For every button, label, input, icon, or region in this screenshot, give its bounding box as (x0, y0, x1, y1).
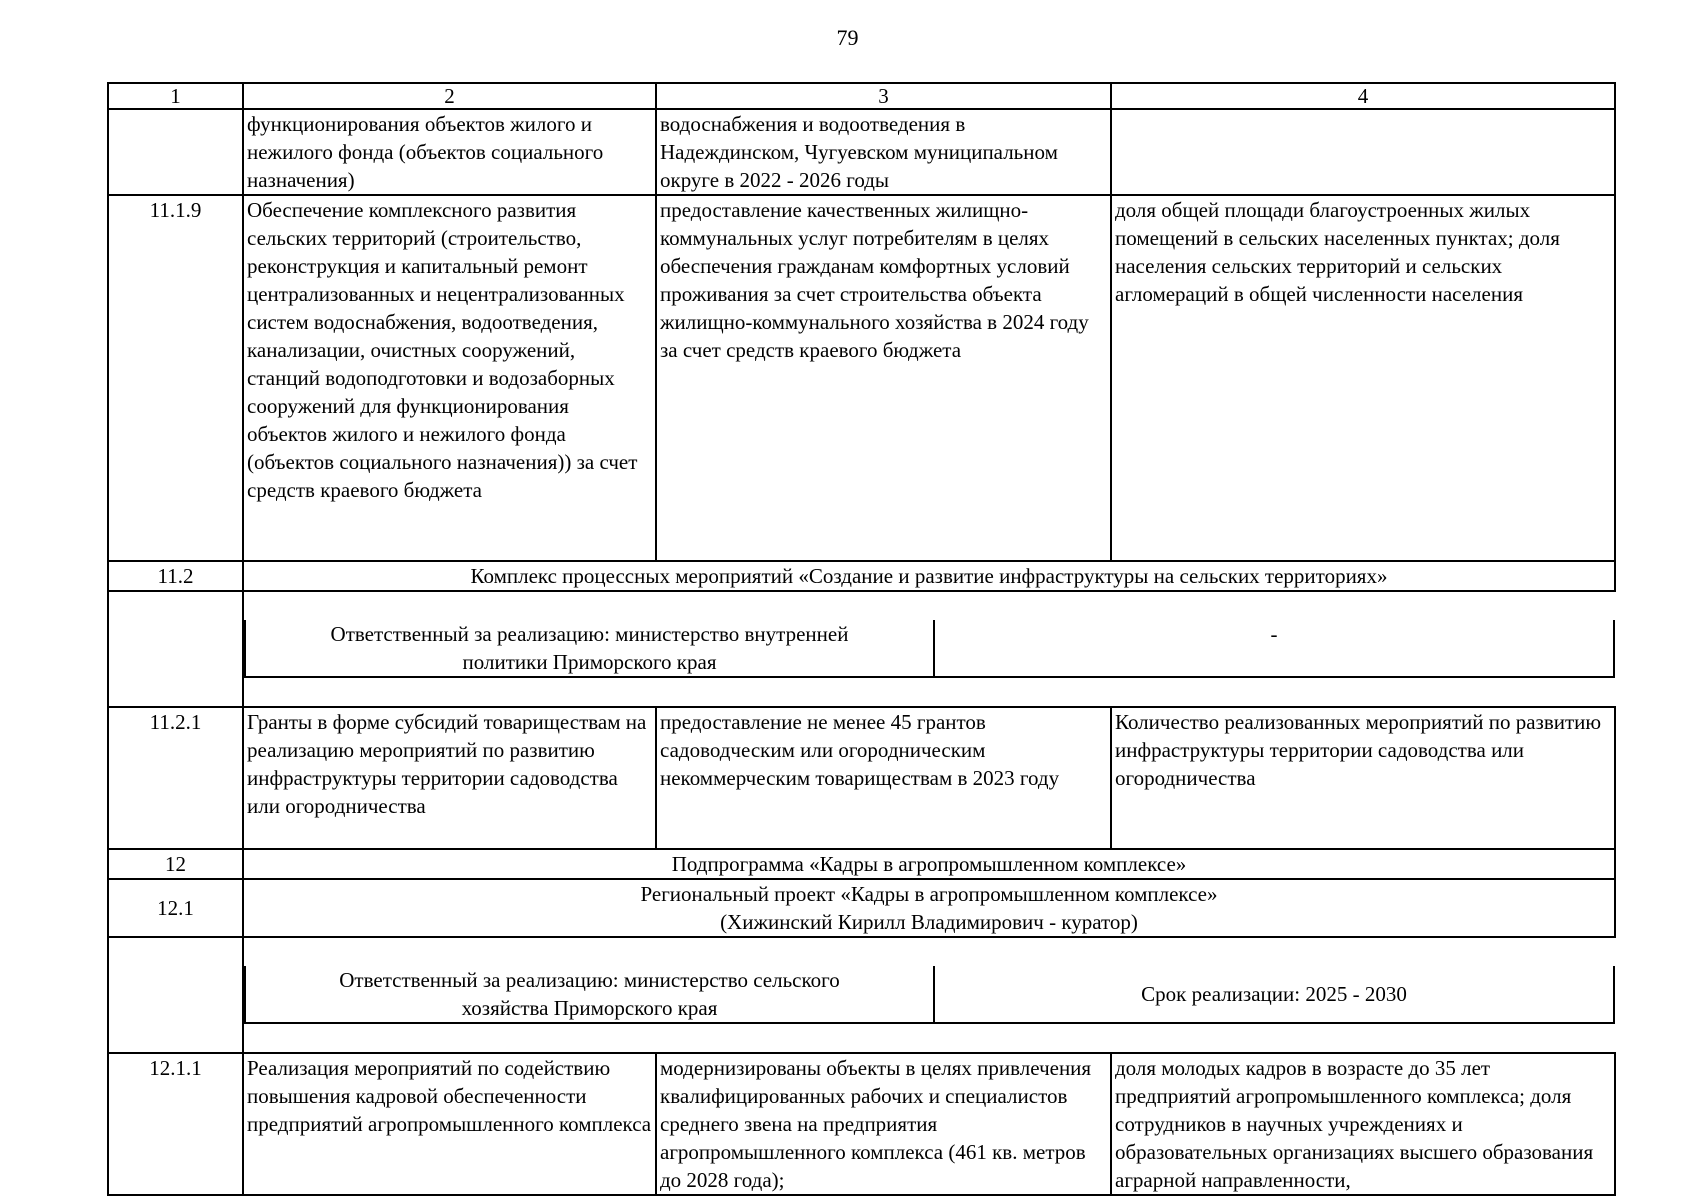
row-number-cell: 11.2 (108, 561, 243, 591)
section-row (108, 879, 1615, 937)
responsible-row (108, 591, 1615, 707)
table-row (108, 1053, 1615, 1195)
header-col-2: 2 (243, 83, 656, 109)
responsible-cell: Ответственный за реализацию: министерство сельского хозяйства Приморского края (245, 966, 934, 1023)
page-number: 79 (836, 25, 859, 50)
row-number-cell: 11.2.1 (108, 707, 243, 849)
table-row (108, 109, 1615, 195)
table-row (108, 195, 1615, 561)
header-col-1: 1 (108, 83, 243, 109)
responsible-row (108, 937, 1615, 1053)
responsible-cell: Ответственный за реализацию: министерство внутренней политики Приморского края (245, 620, 934, 677)
row-number-cell (108, 109, 243, 195)
expected-result-cell: модернизированы объекты в целях привлечения квалифицированных рабочих и специалистов среднего звена на предприятия агропромышленного комплекса (461 кв. метров до 2028 года); (656, 1053, 1111, 1195)
expected-result-cell: водоснабжения и водоотведения в Надеждинском, Чугуевском муниципальном округе в 2022 - 2026 годы (656, 109, 1111, 195)
header-col-3: 3 (656, 83, 1111, 109)
program-table (107, 82, 1615, 1196)
section-title-cell: Подпрограмма «Кадры в агропромышленном комплексе» (243, 849, 1615, 879)
indicator-cell (1111, 109, 1615, 195)
row-number-cell (108, 937, 243, 1053)
header-col-4: 4 (1111, 83, 1615, 109)
section-row (108, 561, 1615, 591)
section-row (108, 849, 1615, 879)
expected-result-cell: предоставление не менее 45 грантов садоводческим или огородническим некоммерческим товариществам в 2023 году (656, 707, 1111, 849)
measure-name-cell: Реализация мероприятий по содействию повышения кадровой обеспеченности предприятий агропромышленного комплекса (243, 1053, 656, 1195)
expected-result-cell: предоставление качественных жилищно-коммунальных услуг потребителям в целях обеспечения гражданам комфортных условий проживания за счет строительства объекта жилищно-коммунального хозяйства в 2024 году за счет средств краевого бюджета (656, 195, 1111, 561)
table-header-row (108, 83, 1615, 109)
row-number-cell: 12.1 (108, 879, 243, 937)
term-cell: Срок реализации: 2025 - 2030 (934, 966, 1614, 1023)
term-cell: - (934, 620, 1614, 677)
row-number-cell: 12.1.1 (108, 1053, 243, 1195)
measure-name-cell: Обеспечение комплексного развития сельских территорий (строительство, реконструкция и капитальный ремонт централизованных и нецентрализованных систем водоснабжения, водоотведения, канализации, очистных сооружений, станций водоподготовки и водозаборных сооружений для функционирования объектов жилого и нежилого фонда (объектов социального назначения)) за счет средств краевого бюджета (243, 195, 656, 561)
indicator-cell: доля общей площади благоустроенных жилых помещений в сельских населенных пунктах; доля населения сельских территорий и сельских агломераций в общей численности населения (1111, 195, 1615, 561)
row-number-cell: 12 (108, 849, 243, 879)
indicator-cell: Количество реализованных мероприятий по развитию инфраструктуры территории садоводства или огородничества (1111, 707, 1615, 849)
table-row (108, 707, 1615, 849)
measure-name-cell: Гранты в форме субсидий товариществам на реализацию мероприятий по развитию инфраструктуры территории садоводства или огородничества (243, 707, 656, 849)
section-title-cell: Комплекс процессных мероприятий «Создание и развитие инфраструктуры на сельских территориях» (243, 561, 1615, 591)
section-title-cell: Региональный проект «Кадры в агропромышленном комплексе» (Хижинский Кирилл Владимирович - куратор) (243, 879, 1615, 937)
row-number-cell (108, 591, 243, 707)
indicator-cell: доля молодых кадров в возрасте до 35 лет предприятий агропромышленного комплекса; доля сотрудников в научных учреждениях и образовательных организациях высшего образования аграрной направленности, (1111, 1053, 1615, 1195)
measure-name-cell: функционирования объектов жилого и нежилого фонда (объектов социального назначения) (243, 109, 656, 195)
row-number-cell: 11.1.9 (108, 195, 243, 561)
